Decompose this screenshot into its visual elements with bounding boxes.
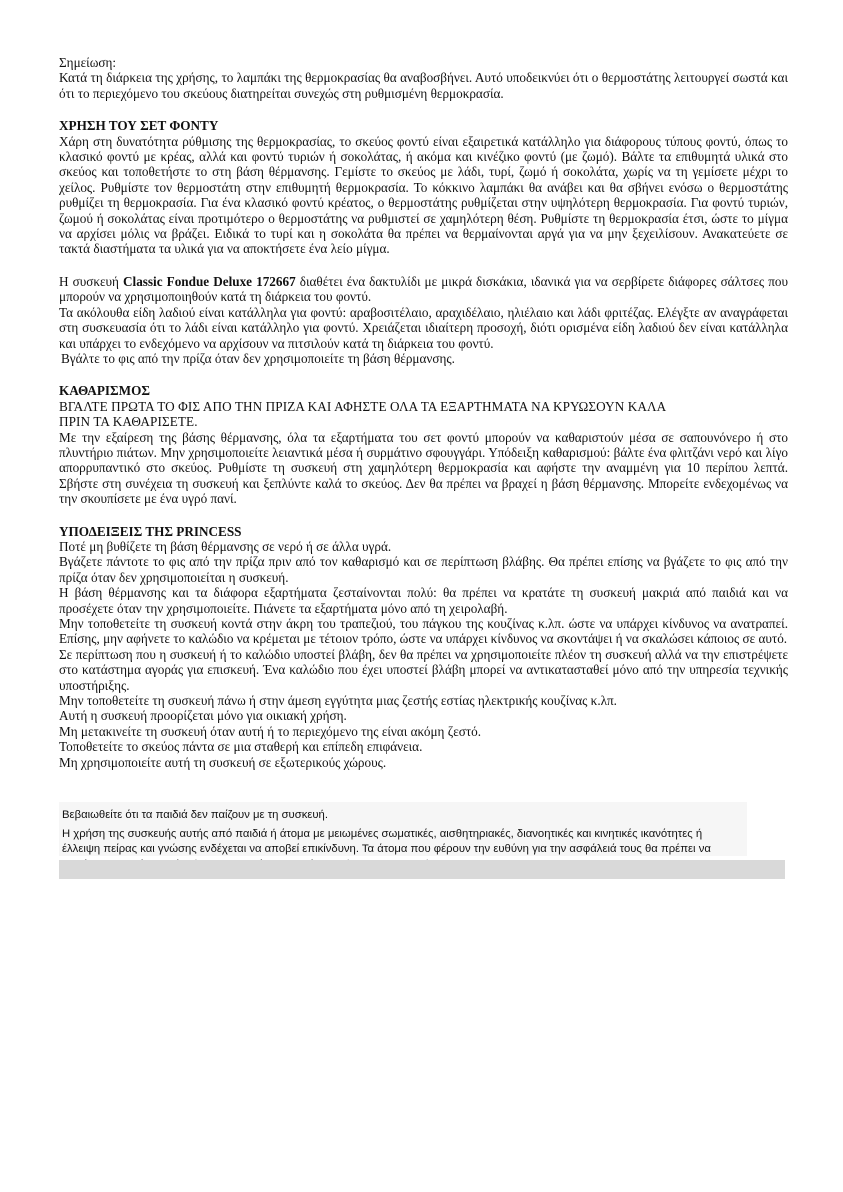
tip-item: Η βάση θέρμανσης και τα διάφορα εξαρτήματα ζεσταίνονται πολύ: θα πρέπει να κρατάτε τη συσκευή μακριά από παιδιά και να προσέχετε όταν την χρησιμοποιείτε. Πιάνετε τα εξαρτήματα μόνο από τη χειρολαβή.: [59, 585, 788, 616]
tip-item: Τοποθετείτε το σκεύος πάντα σε μια σταθερή και επίπεδη επιφάνεια.: [59, 739, 423, 755]
note-title: Σημείωση:: [59, 55, 117, 70]
tip-item: Σε περίπτωση που η συσκευή ή το καλώδιο υποστεί βλάβη, δεν θα πρέπει να χρησιμοποιείτε πλέον τη συσκευή αλλά να την επιστρέψετε στο κατάστημα αγοράς για επισκευή. Ένα καλώδιο που έχει υποστεί βλάβη μπορεί να αντικατασταθεί μόνο από την υπηρεσία τεχνικής υποστήριξης.: [59, 646, 788, 693]
tips-heading: ΥΠΟΔΕΙΞΕΙΣ ΤΗΣ PRINCESS: [59, 523, 242, 539]
tip-item: Μην τοποθετείτε τη συσκευή πάνω ή στην άμεση εγγύτητα μιας ζεστής εστίας ηλεκτρικής κουζίνας κ.λπ.: [59, 693, 617, 709]
tip-item: Μη χρησιμοποιείτε αυτή τη συσκευή σε εξωτερικούς χώρους.: [59, 754, 387, 770]
cleaning-text: Με την εξαίρεση της βάσης θέρμανσης, όλα τα εξαρτήματα του σετ φοντύ μπορούν να καθαριστούν μέσα σε σαπουνόνερο ή στο πλυντήριο πιάτων. Μην χρησιμοποιείτε λειαντικά μέσα ή συρμάτινο σφουγγάρι. Υπόδειξη καθαρισμού: βάλτε ένα φλιτζάνι νερό και λίγο απορρυπαντικό στο σκεύος. Ρυθμίστε τη συσκευή στη χαμηλότερη θερμοκρασία και αφήστε την αναμμένη για 10 περίπου λεπτά. Σβήστε στη συνέχεια τη συσκευή και ξεπλύντε καλά το σκεύος. Δεν θα πρέπει να βραχεί η βάση θέρμανσης. Μπορείτε ενδεχομένως να την σκουπίσετε με ένα υγρό πανί.: [59, 429, 788, 507]
tip-item: Ποτέ μη βυθίζετε τη βάση θέρμανσης σε νερό ή σε άλλα υγρά.: [59, 538, 392, 554]
features-section: [59, 274, 788, 366]
cleaning-heading: ΚΑΘΑΡΙΣΜΟΣ: [59, 383, 150, 399]
tip-item: Αυτή η συσκευή προορίζεται μόνο για οικιακή χρήση.: [59, 708, 347, 724]
features-paragraph: [59, 274, 788, 305]
tip-item: Μη μετακινείτε τη συσκευή όταν αυτή ή το περιεχόμενο της είναι ακόμη ζεστό.: [59, 723, 482, 739]
cleaning-warning-line1: ΒΓΑΛΤΕ ΠΡΩΤΑ ΤΟ ΦΙΣ ΑΠΟ ΤΗΝ ΠΡΙΖΑ ΚΑΙ ΑΦΗΣΤΕ ΟΛΑ ΤΑ ΕΞΑΡΤΗΜΑΤΑ ΝΑ ΚΡΥΩΣΟΥΝ ΚΑΛΑ: [59, 398, 667, 414]
cleaning-warning-line2: ΠΡΙΝ ΤΑ ΚΑΘΑΡΙΣΕΤΕ.: [59, 414, 198, 430]
manual-page: [59, 55, 788, 787]
product-name: Classic Fondue Deluxe 172667: [123, 273, 296, 289]
usage-section: [59, 118, 788, 257]
usage-heading: ΧΡΗΣΗ ΤΟΥ ΣΕΤ ΦΟΝΤΥ: [59, 118, 219, 134]
features-text-after: διαθέτει ένα δακτυλίδι με μικρά δισκάκια, ιδανικά για να σερβίρετε διάφορες σάλτσες που μπορούν να χρησιμοποιηθούν κατά τη διάρκεια του φοντύ.: [59, 273, 788, 305]
footer-grey-bar: [59, 860, 785, 879]
usage-text: Χάρη στη δυνατότητα ρύθμισης της θερμοκρασίας, το σκεύος φοντύ είναι εξαιρετικά κατάλληλο για διάφορους τύπους φοντύ, όπως το κλασικό φοντύ με κρέας, αλλά και φοντύ τυριών ή σοκολάτας, ή ακόμα και κινέζικο φοντύ (με ζωμό). Βάλτε τα επιθυμητά υλικά στο σκεύος και τοποθετήστε το στη βάση θέρμανσης. Γεμίστε το σκεύος με λάδι, τυρί, ζωμό ή σοκολάτα, χωρίς να τη γεμίσετε μέχρι το χείλος. Ρυθμίστε τον θερμοστάτη στην επιθυμητή θερμοκρασία. Το κόκκινο λαμπάκι θα ανάβει και θα σβήνει ενόσω ο θερμοστάτης ρυθμίζει τη θερμοκρασία. Για ένα κλασικό φοντύ κρέατος, ο θερμοστάτης ρυθμίζεται στην υψηλότερη θερμοκρασία. Για φοντύ τυριών, ζωμού ή σοκολάτας είναι προτιμότερο ο θερμοστάτης να ρυθμιστεί σε χαμηλότερη θέση. Ρυθμίστε τη θερμοκρασία έτσι, ώστε το μίγμα να αρχίσει μόλις να βράζει. Ειδικά το τυρί και η σοκολάτα θα πρέπει να θερμαίνονται αργά για να μην ξεχειλίσουν. Ανακατεύετε σε τακτά διαστήματα τα υλικά για να αποκτήσετε ένα λείο μίγμα.: [59, 133, 788, 257]
tip-item: Βγάζετε πάντοτε το φις από την πρίζα πριν από τον καθαρισμό και σε περίπτωση βλάβης. Θα πρέπει επίσης να βγάζετε το φις από την πρίζα όταν δεν χρησιμοποιείται η συσκευή.: [59, 554, 788, 585]
unplug-text: Βγάλτε το φις από την πρίζα όταν δεν χρησιμοποιείτε τη βάση θέρμανσης.: [61, 350, 455, 366]
note-section: [59, 55, 788, 101]
tip-item: Μην τοποθετείτε τη συσκευή κοντά στην άκρη του τραπεζιού, του πάγκου της κουζίνας κ.λπ. ώστε να υπάρχει κίνδυνος να ανατραπεί. Επίσης, μην αφήνετε το καλώδιο να κρέμεται με τέτοιον τρόπο, ώστε να υπάρχει κίνδυνος να σκοντάψει ή να σκαλώσει κάποιος σε αυτό.: [59, 616, 788, 647]
oil-text: Τα ακόλουθα είδη λαδιού είναι κατάλληλα για φοντύ: αραβοσιτέλαιο, αραχιδέλαιο, ηλιέλαιο και λάδι φριτέζας. Ελέγξτε αν αναγράφεται στη συσκευασία ότι το λάδι είναι κατάλληλο για φοντύ. Χρειάζεται ιδιαίτερη προσοχή, διότι ορισμένα είδη λαδιού δεν είναι κατάλληλα και υπάρχει το ενδεχόμενο να αρχίσουν να πιτσιλούν κατά τη διάρκεια του φοντύ.: [59, 304, 788, 351]
note-text: Κατά τη διάρκεια της χρήσης, το λαμπάκι της θερμοκρασίας θα αναβοσβήνει. Αυτό υποδεικνύει ότι ο θερμοστάτης λειτουργεί σωστά και ότι το περιεχόμενο του σκεύους διατηρείται συνεχώς στη ρυθμισμένη θερμοκρασία.: [59, 70, 788, 101]
safety-children-line: Βεβαιωθείτε ότι τα παιδιά δεν παίζουν με τη συσκευή.: [62, 809, 328, 821]
cleaning-section: [59, 383, 788, 506]
safety-paragraph: Η χρήση της συσκευής αυτής από παιδιά ή άτομα με μειωμένες σωματικές, αισθητηριακές, διανοητικές και κινητικές ικανότητες ή έλλειψη πείρας και γνώσης ενδέχεται να αποβεί επικίνδυνη. Τα άτομα που φέρουν την ευθύνη για την ασφάλειά τους θα πρέπει να: [62, 828, 711, 856]
features-text-before: Η συσκευή: [59, 273, 124, 289]
tips-section: [59, 524, 788, 771]
